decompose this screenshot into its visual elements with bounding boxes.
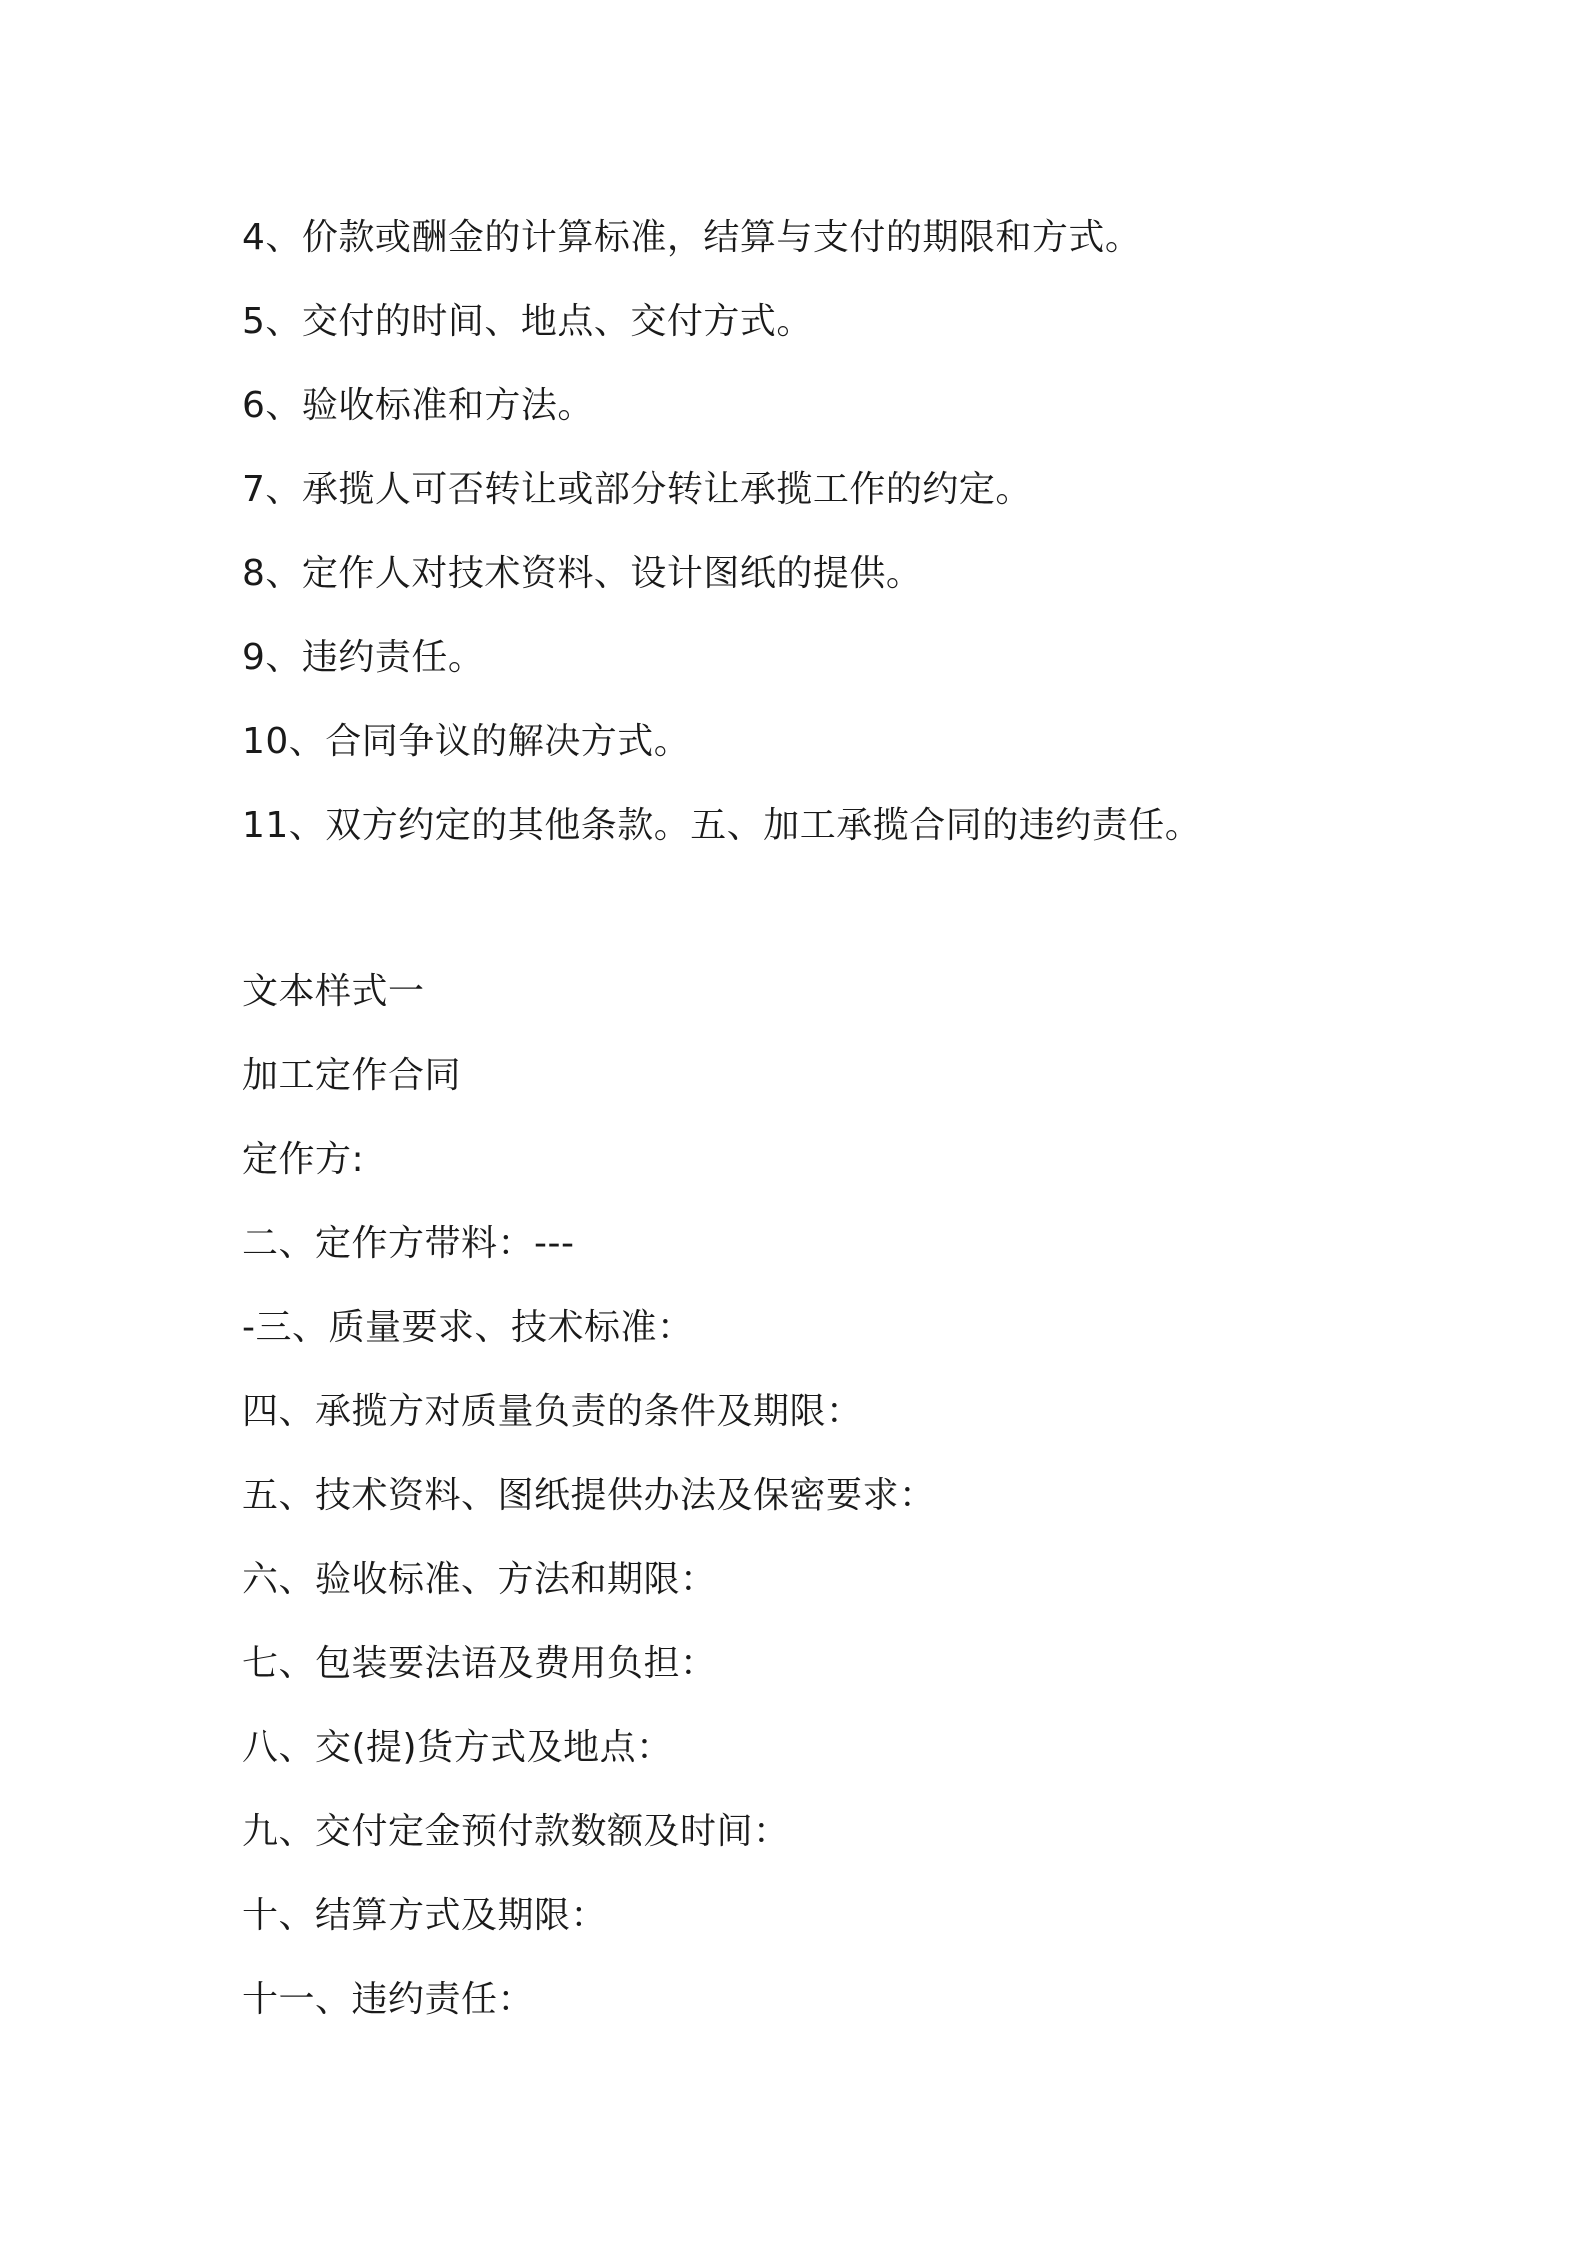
clause-9: 九、交付定金预付款数额及时间： xyxy=(242,1811,790,1852)
term-line-7: 7、承揽人可否转让或部分转让承揽工作的约定。 xyxy=(242,469,1032,510)
term-line-4: 4、价款或酬金的计算标准，结算与支付的期限和方式。 xyxy=(242,217,1142,258)
clause-8: 八、交(提)货方式及地点： xyxy=(242,1727,673,1768)
term-line-8: 8、定作人对技术资料、设计图纸的提供。 xyxy=(242,553,923,594)
clause-4: 四、承揽方对质量负责的条件及期限： xyxy=(242,1391,863,1432)
contract-terms-list xyxy=(242,196,1392,868)
term-line-9: 9、违约责任。 xyxy=(242,637,485,678)
term-line-10: 10、合同争议的解决方式。 xyxy=(242,721,691,762)
clause-2: 二、定作方带料：--- xyxy=(242,1223,575,1264)
contract-title: 加工定作合同 xyxy=(242,1055,462,1096)
clause-6: 六、验收标准、方法和期限： xyxy=(242,1559,717,1600)
term-line-6: 6、验收标准和方法。 xyxy=(242,385,594,426)
template-style-heading: 文本样式一 xyxy=(242,971,425,1012)
clause-3: -三、质量要求、技术标准： xyxy=(242,1307,694,1348)
contract-template xyxy=(242,950,1392,2042)
clause-11: 十一、违约责任： xyxy=(242,1979,535,2020)
term-line-5: 5、交付的时间、地点、交付方式。 xyxy=(242,301,813,342)
clause-10: 十、结算方式及期限： xyxy=(242,1895,608,1936)
clause-5: 五、技术资料、图纸提供办法及保密要求： xyxy=(242,1475,936,1516)
term-line-11: 11、双方约定的其他条款。五、加工承揽合同的违约责任。 xyxy=(242,805,1202,846)
ordering-party-line: 定作方: xyxy=(242,1139,365,1180)
clause-7: 七、包装要法语及费用负担： xyxy=(242,1643,717,1684)
